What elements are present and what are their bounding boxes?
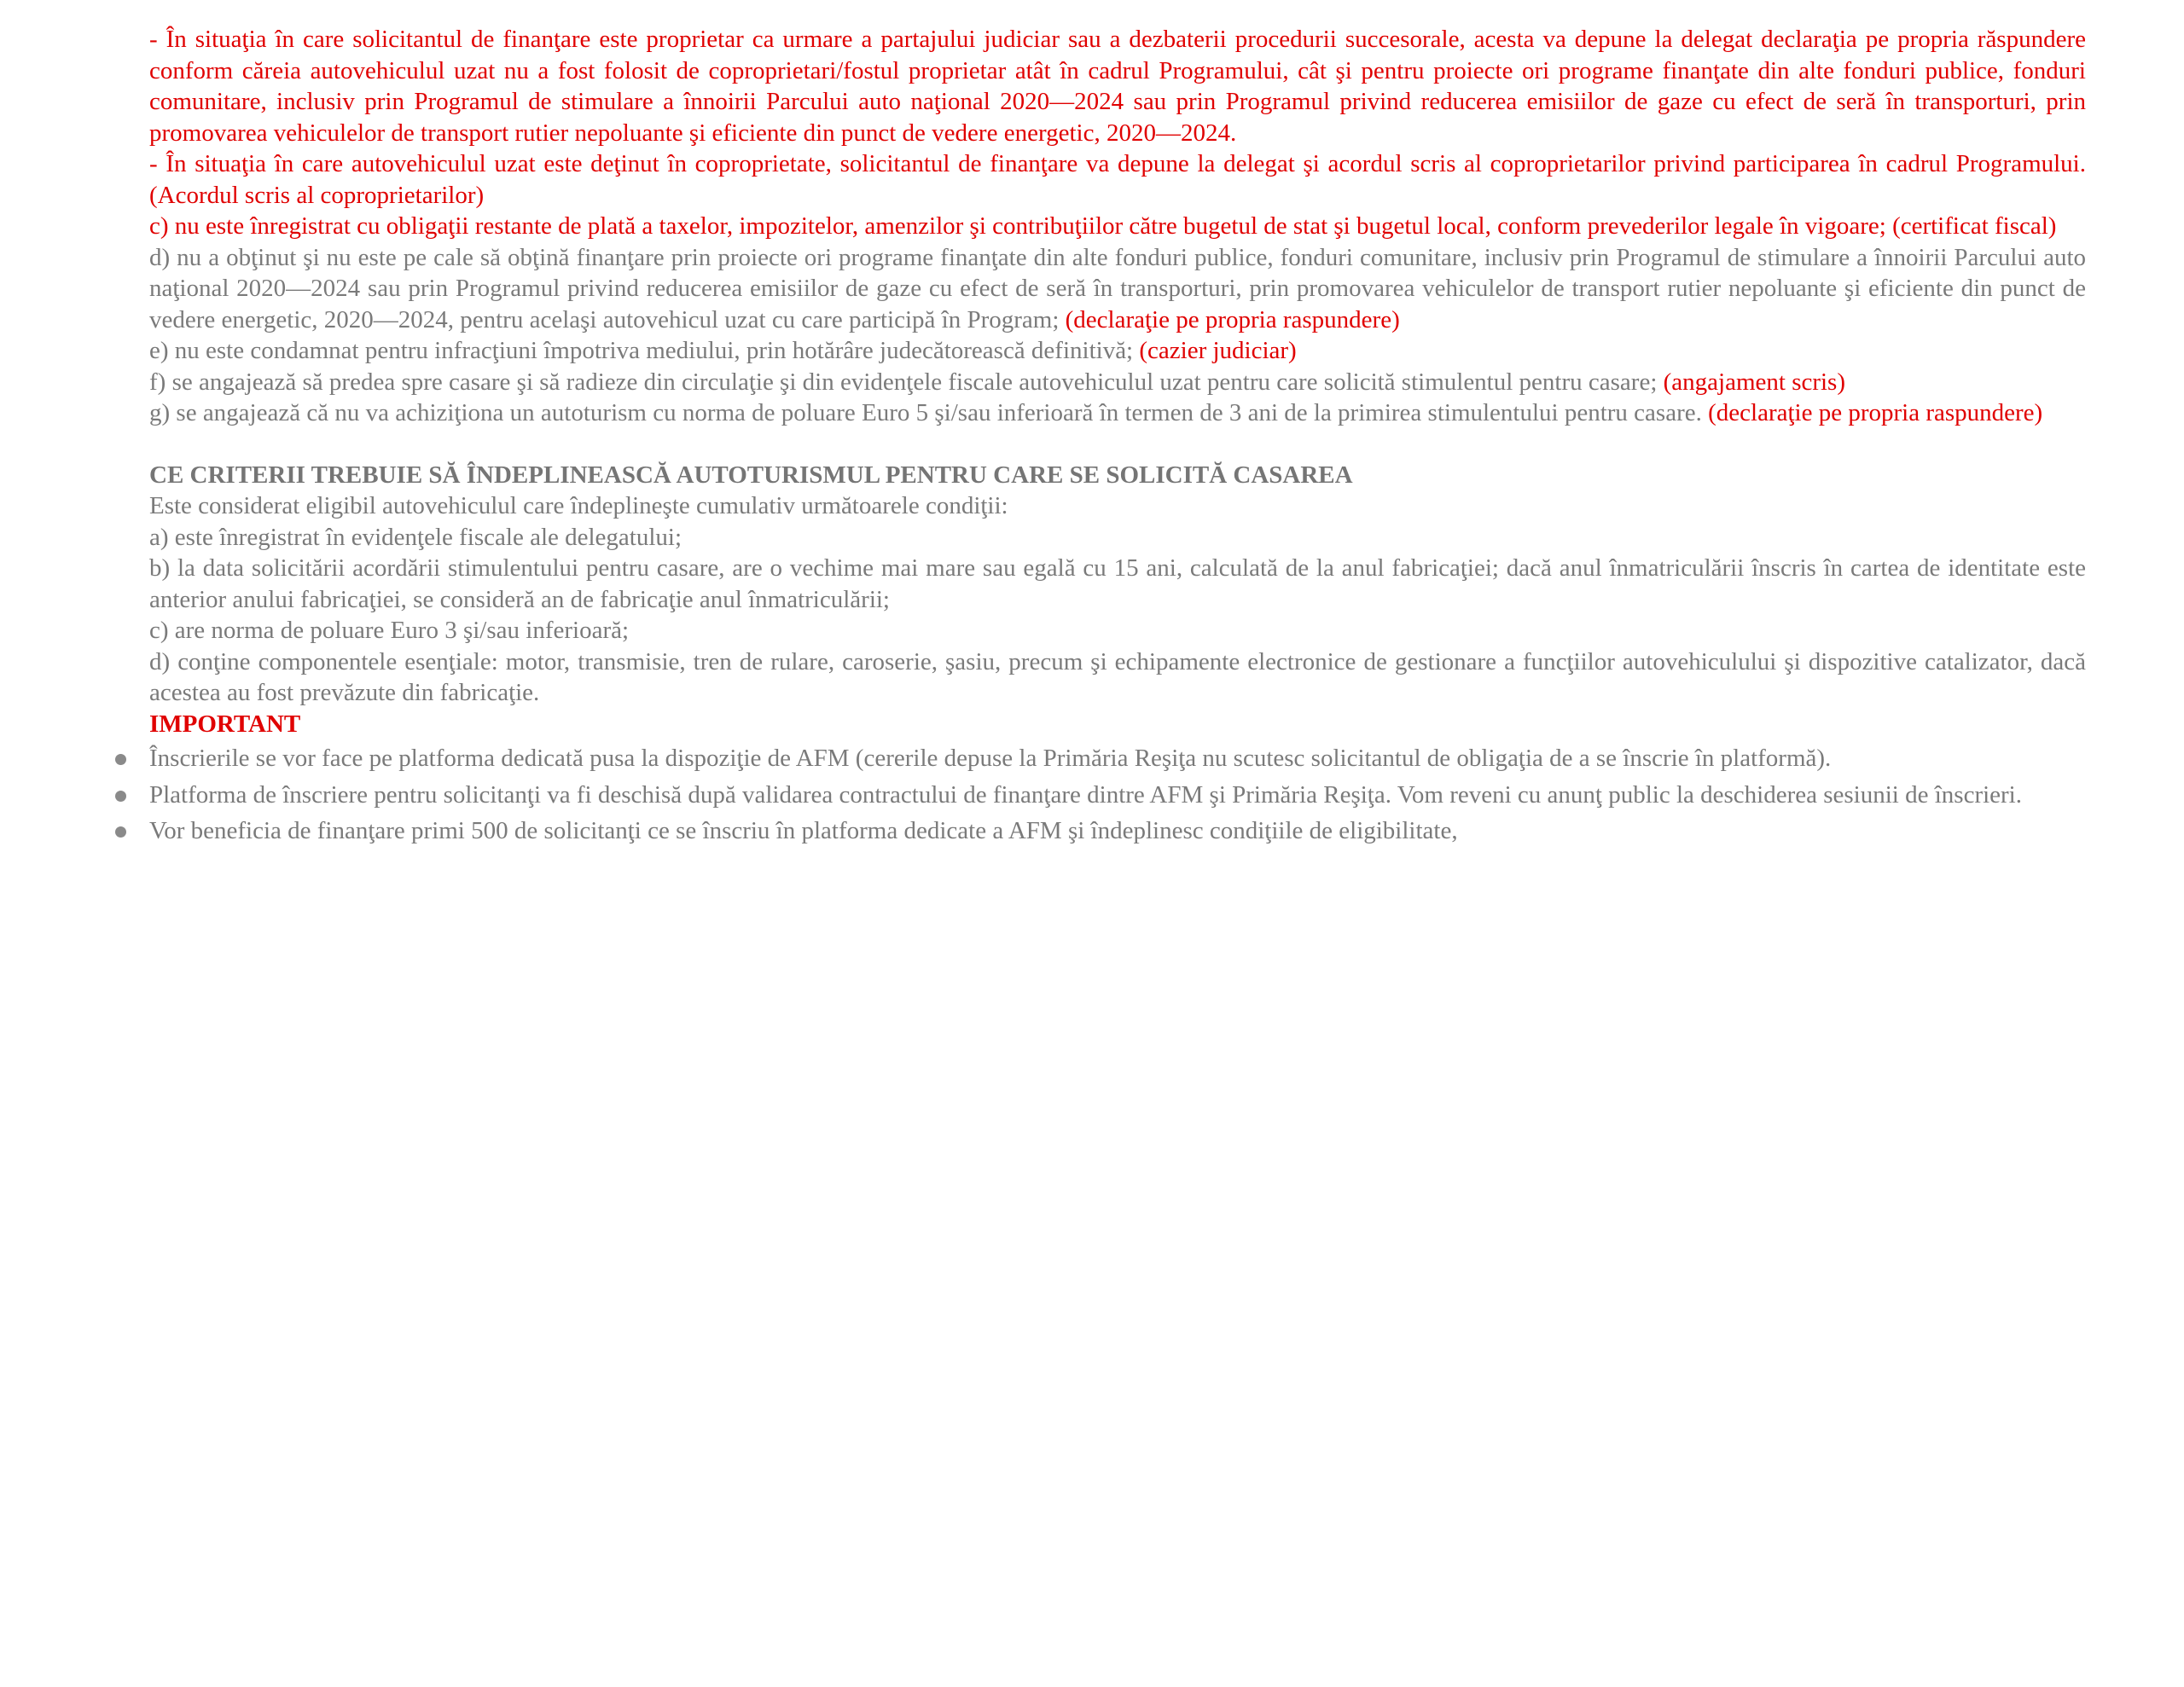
condition-g-text: g) se angajează că nu va achiziţiona un autoturism cu norma de poluare Euro 5 şi/sau inferioară în termen de 3 ani de la primirea stimulentului pentru casare.: [149, 399, 1709, 426]
criteria-heading: CE CRITERII TREBUIE SĂ ÎNDEPLINEASCĂ AUTOTURISMUL PENTRU CARE SE SOLICITĂ CASAREA: [149, 461, 1353, 489]
criteria-intro: Este considerat eligibil autovehiculul care îndeplineşte cumulativ următoarele condiţii:: [149, 492, 1008, 519]
criteria-item-c: c) are norma de poluare Euro 3 şi/sau inferioară;: [149, 617, 630, 644]
criteria-item-d: d) conţine componentele esenţiale: motor, transmisie, tren de rulare, caroserie, şasiu, precum şi echipamente electronice de gestionare a funcţiilor autovehiculului şi dispozitive catalizator, dacă acestea au fost prevăzute din fabricaţie.: [149, 647, 2086, 706]
bullet-dot-icon: [115, 791, 126, 802]
bullet-dot-icon: [115, 754, 126, 765]
list-item: [149, 743, 2086, 774]
list-item-text: Platforma de înscriere pentru solicitanţi va fi deschisă după validarea contractului de finanţare dintre AFM şi Primăria Reşiţa. Vom reveni cu anunţ public la deschiderea sesiunii de înscrieri.: [149, 780, 2022, 809]
condition-f-text: f) se angajează să predea spre casare şi să radieze din circulaţie şi din evidenţele fiscale autovehiculul uzat pentru care solicită stimulentul pentru casare;: [149, 368, 1664, 396]
condition-f-document: (angajament scris): [1663, 368, 1846, 396]
list-item-text: Înscrierile se vor face pe platforma dedicată pusa la dispoziţie de AFM (cererile depuse la Primăria Reşiţa nu scutesc solicitantul de obligaţia de a se înscrie în platformă).: [149, 745, 1832, 772]
condition-f: [149, 367, 2086, 398]
red-paragraph-acord-coproprietari: - În situaţia în care autovehiculul uzat este deţinut în coproprietate, solicitantul de finanţare va depune la delegat şi acordul scris al coproprietarilor privind participarea în cadrul Programului. (Acordul scris al coproprietarilor): [149, 150, 2086, 209]
list-item: [149, 815, 2086, 847]
important-label: IMPORTANT: [149, 710, 301, 738]
condition-e-document: (cazier judiciar): [1139, 337, 1297, 364]
condition-g-document: (declaraţie pe propria raspundere): [1708, 399, 2043, 426]
condition-e-text: e) nu este condamnat pentru infracţiuni împotriva mediului, prin hotărâre judecătorească definitivă;: [149, 337, 1140, 364]
bullet-dot-icon: [115, 826, 126, 838]
document-page: [149, 24, 2086, 852]
condition-d: [149, 242, 2086, 336]
list-item: [149, 780, 2086, 811]
condition-g: [149, 397, 2086, 429]
condition-d-document: (declaraţie pe propria raspundere): [1065, 305, 1400, 333]
condition-e: [149, 335, 2086, 367]
criteria-item-b: b) la data solicitării acordării stimulentului pentru casare, are o vechime mai mare sau egală cu 15 ani, calculată de la anul fabricaţiei; dacă anul înmatriculării înscris în cartea de identitate este anterior anului fabricaţiei, se consideră an de fabricaţie anul înmatriculării;: [149, 554, 2086, 613]
red-paragraph-coproprietari-declaratie: - În situaţia în care solicitantul de finanţare este proprietar ca urmare a partajului judiciar sau a dezbaterii procedurii succesorale, acesta va depune la delegat declaraţia pe propria răspundere conform căreia autovehiculul uzat nu a fost folosit de coproprietari/fostul proprietar atât în cadrul Programului, cât şi pentru proiecte ori programe finanţate din alte fonduri publice, fonduri comunitare, inclusiv prin Programul de stimulare a înnoirii Parcului auto naţional 2020—2024 sau prin Programul privind reducerea emisiilor de gaze cu efect de seră în transporturi, prin promovarea vehiculelor de transport rutier nepoluante şi eficiente din punct de vedere energetic, 2020—2024.: [149, 26, 2086, 147]
important-bullet-list: [149, 743, 2086, 847]
condition-d-text: d) nu a obţinut şi nu este pe cale să obţină finanţare prin proiecte ori programe finanţate din alte fonduri publice, fonduri comunitare, inclusiv prin Programul de stimulare a înnoirii Parcului auto naţional 2020—2024 sau prin Programul privind reducerea emisiilor de gaze cu efect de seră în transporturi, prin promovarea vehiculelor de transport rutier nepoluante şi eficiente din punct de vedere energetic, 2020—2024, pentru acelaşi autovehicul uzat cu care participă în Program;: [149, 243, 2086, 333]
criteria-item-a: a) este înregistrat în evidenţele fiscale ale delegatului;: [149, 523, 682, 551]
list-item-text: Vor beneficia de finanţare primi 500 de solicitanţi ce se înscriu în platforma dedicate a AFM şi îndeplinesc condiţiile de eligibilitate,: [149, 817, 1458, 844]
red-paragraph-certificat-fiscal: c) nu este înregistrat cu obligaţii restante de plată a taxelor, impozitelor, amenzilor şi contribuţiilor către bugetul de stat şi bugetul local, conform prevederilor legale în vigoare; (certificat fiscal): [149, 212, 2057, 240]
